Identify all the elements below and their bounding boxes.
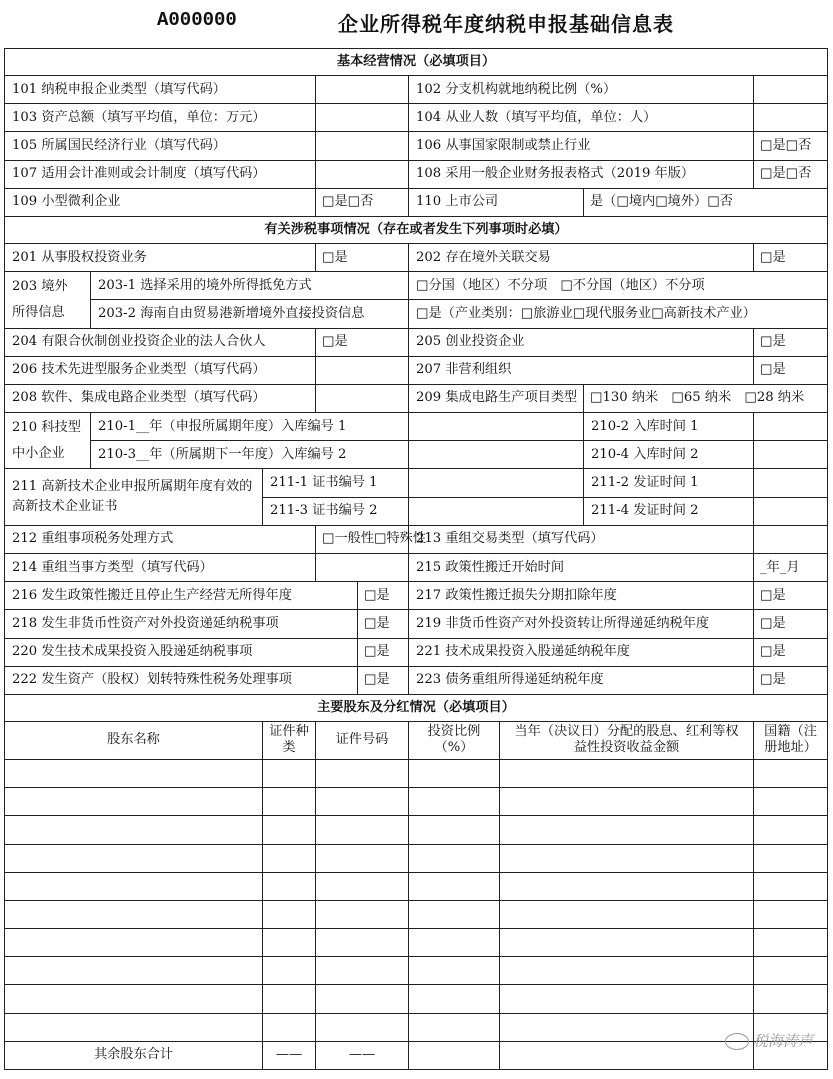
label-211-3: 211-3 证书编号 2 (263, 497, 409, 525)
input-211-3[interactable] (409, 497, 584, 525)
section-title: 主要股东及分红情况（必填项目） (5, 694, 828, 721)
label-107: 107 适用会计准则或会计制度（填写代码） (5, 160, 316, 188)
row-222 (5, 666, 828, 694)
label-211-2: 211-2 发证时间 1 (584, 469, 754, 497)
row-210-3 (5, 441, 828, 469)
section-header-basic (5, 49, 828, 76)
row-101 (5, 76, 828, 104)
other-id-type: —— (263, 1041, 316, 1069)
checkbox-106[interactable]: □是□否 (754, 132, 828, 160)
row-216 (5, 582, 828, 610)
chat-bubble-icon (725, 1033, 749, 1050)
checkbox-203-1[interactable]: □分国（地区）不分项 □不分国（地区）不分项 (409, 272, 828, 300)
label-203-1: 203-1 选择采用的境外所得抵免方式 (91, 272, 409, 300)
label-219: 219 非货币性资产对外投资转让所得递延纳税年度 (409, 610, 754, 638)
other-dividend-input[interactable] (500, 1041, 754, 1069)
row-107 (5, 160, 828, 188)
label-202: 202 存在境外关联交易 (409, 243, 754, 271)
label-201: 201 从事股权投资业务 (5, 243, 316, 271)
checkbox-219[interactable]: □是 (754, 610, 828, 638)
input-215[interactable]: _年_月 (754, 554, 828, 582)
input-211-1[interactable] (409, 469, 584, 497)
checkbox-108[interactable]: □是□否 (754, 160, 828, 188)
label-108: 108 采用一般企业财务报表格式（2019 年版） (409, 160, 754, 188)
row-218 (5, 610, 828, 638)
label-211-1: 211-1 证书编号 1 (263, 469, 409, 497)
label-216: 216 发生政策性搬迁且停止生产经营无所得年度 (5, 582, 358, 610)
shareholder-rows (5, 759, 828, 1041)
label-221: 221 技术成果投资入股递延纳税年度 (409, 638, 754, 666)
other-shareholders-label: 其余股东合计 (5, 1041, 263, 1069)
checkbox-204[interactable]: □是 (316, 328, 409, 356)
label-203: 203 境外 所得信息 (5, 272, 91, 328)
label-210-2: 210-2 入库时间 1 (584, 413, 754, 441)
row-210-1 (5, 413, 828, 441)
label-110: 110 上市公司 (409, 188, 584, 216)
col-shareholder-name: 股东名称 (5, 721, 263, 759)
section-title: 有关涉税事项情况（存在或者发生下列事项时必填） (5, 216, 828, 243)
checkbox-110[interactable]: 是（□境内□境外）□否 (584, 188, 828, 216)
col-id-type: 证件种类 (263, 721, 316, 759)
checkbox-202[interactable]: □是 (754, 243, 828, 271)
label-207: 207 非营利组织 (409, 356, 754, 384)
label-204: 204 有限合伙制创业投资企业的法人合伙人 (5, 328, 316, 356)
table-row (5, 900, 828, 928)
other-id-number: —— (316, 1041, 409, 1069)
label-211-4: 211-4 发证时间 2 (584, 497, 754, 525)
label-215: 215 政策性搬迁开始时间 (409, 554, 754, 582)
checkbox-218[interactable]: □是 (358, 610, 409, 638)
label-105: 105 所属国民经济行业（填写代码） (5, 132, 316, 160)
col-nationality: 国籍（注册地址） (754, 721, 828, 759)
row-109 (5, 188, 828, 216)
input-105[interactable] (316, 132, 409, 160)
table-row (5, 759, 828, 787)
form-code: A000000 (157, 9, 237, 31)
row-220 (5, 638, 828, 666)
label-211: 211 高新技术企业申报所属期年度有效的高新技术企业证书 (5, 469, 263, 525)
checkbox-221[interactable]: □是 (754, 638, 828, 666)
row-203-2 (5, 300, 828, 328)
row-204 (5, 328, 828, 356)
input-107[interactable] (316, 160, 409, 188)
label-210-3: 210-3__年（所属期下一年度）入库编号 2 (91, 441, 409, 469)
section-header-tax-matters (5, 216, 828, 243)
input-102[interactable] (754, 76, 828, 104)
watermark: 税海涛声 (725, 1030, 813, 1051)
table-row (5, 816, 828, 844)
label-101: 101 纳税申报企业类型（填写代码） (5, 76, 316, 104)
label-218: 218 发生非货币性资产对外投资递延纳税事项 (5, 610, 358, 638)
checkbox-216[interactable]: □是 (358, 582, 409, 610)
col-id-number: 证件号码 (316, 721, 409, 759)
input-101[interactable] (316, 76, 409, 104)
shareholder-header-row (5, 721, 828, 759)
basic-info-form (4, 48, 828, 1070)
row-214 (5, 554, 828, 582)
row-208 (5, 384, 828, 412)
row-201 (5, 243, 828, 271)
row-211-1 (5, 469, 828, 497)
input-210-2[interactable] (754, 413, 828, 441)
input-210-1[interactable] (409, 413, 584, 441)
section-title: 基本经营情况（必填项目） (5, 49, 828, 76)
table-row (5, 788, 828, 816)
checkbox-207[interactable]: □是 (754, 356, 828, 384)
checkbox-109[interactable]: □是□否 (316, 188, 409, 216)
input-103[interactable] (316, 104, 409, 132)
row-212 (5, 525, 828, 553)
input-211-4[interactable] (754, 497, 828, 525)
label-205: 205 创业投资企业 (409, 328, 754, 356)
input-206[interactable] (316, 356, 409, 384)
checkbox-205[interactable]: □是 (754, 328, 828, 356)
checkbox-203-2[interactable]: □是（产业类别：□旅游业□现代服务业□高新技术产业） (409, 300, 828, 328)
label-220: 220 发生技术成果投资入股递延纳税事项 (5, 638, 358, 666)
table-row (5, 929, 828, 957)
checkbox-212[interactable]: □一般性□特殊性 (316, 525, 409, 553)
input-211-2[interactable] (754, 469, 828, 497)
input-210-3[interactable] (409, 441, 584, 469)
input-213[interactable] (754, 525, 828, 553)
other-shareholders-row (5, 1041, 828, 1069)
input-214[interactable] (316, 554, 409, 582)
col-investment-ratio: 投资比例（%） (409, 721, 500, 759)
label-210: 210 科技型 中小企业 (5, 413, 91, 469)
checkbox-217[interactable]: □是 (754, 582, 828, 610)
row-103 (5, 104, 828, 132)
input-210-4[interactable] (754, 441, 828, 469)
label-209: 209 集成电路生产项目类型 (409, 384, 584, 412)
checkbox-201[interactable]: □是 (316, 243, 409, 271)
checkbox-220[interactable]: □是 (358, 638, 409, 666)
other-ratio-input[interactable] (409, 1041, 500, 1069)
checkbox-222[interactable]: □是 (358, 666, 409, 694)
label-212: 212 重组事项税务处理方式 (5, 525, 316, 553)
input-104[interactable] (754, 104, 828, 132)
table-row (5, 872, 828, 900)
label-206: 206 技术先进型服务企业类型（填写代码） (5, 356, 316, 384)
table-row (5, 985, 828, 1013)
row-203-1 (5, 272, 828, 300)
checkbox-209[interactable]: □130 纳米 □65 纳米 □28 纳米 (584, 384, 828, 412)
label-210-1: 210-1__年（申报所属期年度）入库编号 1 (91, 413, 409, 441)
label-109: 109 小型微利企业 (5, 188, 316, 216)
label-106: 106 从事国家限制或禁止行业 (409, 132, 754, 160)
checkbox-223[interactable]: □是 (754, 666, 828, 694)
label-217: 217 政策性搬迁损失分期扣除年度 (409, 582, 754, 610)
table-row (5, 844, 828, 872)
label-214: 214 重组当事方类型（填写代码） (5, 554, 316, 582)
label-208: 208 软件、集成电路企业类型（填写代码） (5, 384, 316, 412)
table-row (5, 1013, 828, 1041)
row-206 (5, 356, 828, 384)
input-208[interactable] (316, 384, 409, 412)
label-222: 222 发生资产（股权）划转特殊性税务处理事项 (5, 666, 358, 694)
col-dividend-amount: 当年（决议日）分配的股息、红利等权益性投资收益金额 (500, 721, 754, 759)
label-223: 223 债务重组所得递延纳税年度 (409, 666, 754, 694)
section-header-shareholders (5, 694, 828, 721)
table-row (5, 957, 828, 985)
form-title: 企业所得税年度纳税申报基础信息表 (338, 12, 674, 36)
row-105 (5, 132, 828, 160)
label-203-2: 203-2 海南自由贸易港新增境外直接投资信息 (91, 300, 409, 328)
label-102: 102 分支机构就地纳税比例（%） (409, 76, 754, 104)
label-210-4: 210-4 入库时间 2 (584, 441, 754, 469)
label-104: 104 从业人数（填写平均值，单位：人） (409, 104, 754, 132)
label-213: 213 重组交易类型（填写代码） (409, 525, 754, 553)
label-103: 103 资产总额（填写平均值，单位：万元） (5, 104, 316, 132)
